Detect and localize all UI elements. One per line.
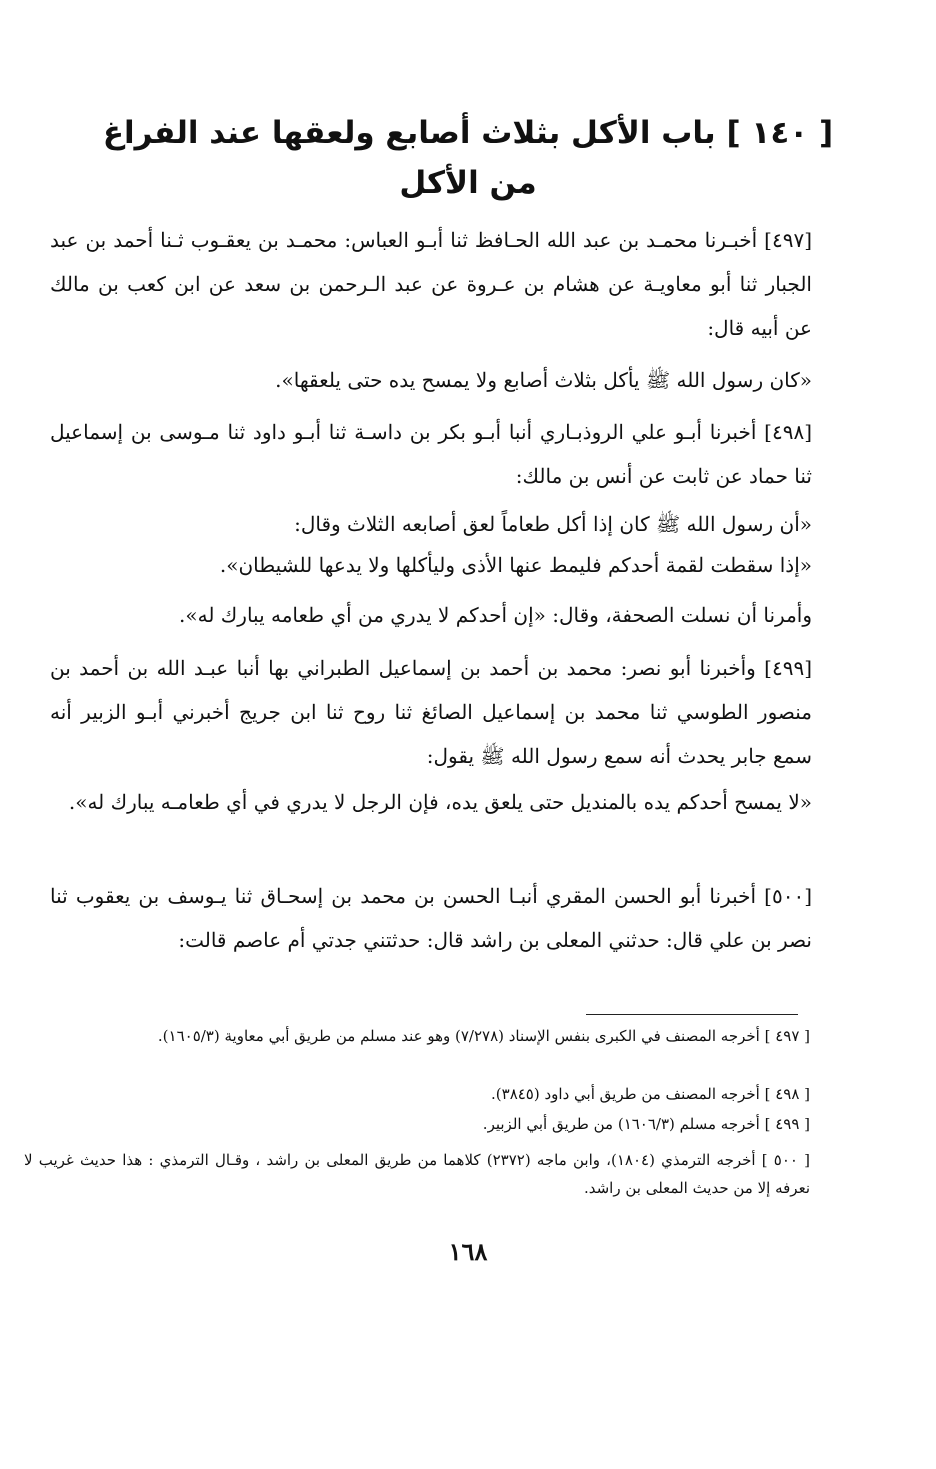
hadith-497-isnad: [٤٩٧] أخبـرنا محمـد بن عبد الله الحـافظ ثنا أبـو العباس: محمـد بن يعقـوب ثـنا أحمد بن عبد الجبار ثنا أبو معاويـة عن هشام بن عـروة عن عبد الـرحمن بن سعد عن ابن كعب بن مالك عن أبيه قال: [50,228,812,340]
chapter-title-continued: من الأكل [399,165,537,201]
footnote-497: [ ٤٩٧ ] أخرجه المصنف في الكبرى بنفس الإسناد (٧/٢٧٨) وهو عند مسلم من طريق أبي معاوية (١٦٠٥/٣). [157,1027,810,1045]
hadith-498-ending: وأمرنا أن نسلت الصحفة، وقال: «إن أحدكم لا يدري من أي طعامه يبارك له». [179,603,812,627]
chapter-title: [ ١٤٠ ] باب الأكل بثلاث أصابع ولعقها عند الفراغ [102,115,834,151]
hadith-499-isnad: [٤٩٩] وأخبرنا أبو نصر: محمد بن أحمد بن إسماعيل الطبراني بها أنبا عبـد الله بن أحمد بن منصور الطوسي ثنا محمد بن إسماعيل الصائغ ثنا روح ثنا ابن جريج أخبرني أبـو الزبير أنه سمع جابر يحدث أنه سمع رسول الله ﷺ يقول: [50,656,812,768]
footnote-500: [ ٥٠٠ ] أخرجه الترمذي (١٨٠٤)، وابن ماجه (٢٣٧٢) كلاهما من طريق المعلى بن راشد ، وقـال الترمذي : هذا حديث غريب لا نعرفه إلا من حديث المعلى بن راشد. [24,1151,811,1197]
footnote-499: [ ٤٩٩ ] أخرجه مسلم (١٦٠٦/٣) من طريق أبي الزبير. [482,1115,810,1133]
hadith-498-matn: «أن رسول الله ﷺ كان إذا أكل طعاماً لعق أصابعه الثلاث وقال: [294,512,812,536]
footnote-separator [586,1014,798,1015]
hadith-498-isnad: [٤٩٨] أخبرنا أبـو علي الروذبـاري أنبا أبـو بكر بن داسـة ثنا أبـو داود ثنا مـوسى بن إسماعيل ثنا حماد عن ثابت عن أنس بن مالك: [50,420,812,488]
hadith-498-matn-continued: «إذا سقطت لقمة أحدكم فليمط عنها الأذى وليأكلها ولا يدعها للشيطان». [219,553,812,577]
hadith-497-matn: «كان رسول الله ﷺ يأكل بثلاث أصابع ولا يمسح يده حتى يلعقها». [275,368,812,392]
hadith-500-isnad: [٥٠٠] أخبرنا أبو الحسن المقري أنبـا الحسن بن محمد بن إسحـاق ثنا يـوسف بن يعقوب ثنا نصر بن علي قال: حدثني المعلى بن راشد قال: حدثتني جدتي أم عاصم قالت: [50,884,812,952]
footnote-498: [ ٤٩٨ ] أخرجه المصنف من طريق أبي داود (٣٨٤٥). [491,1085,810,1103]
page-number: ١٦٨ [448,1237,488,1266]
hadith-499-matn: «لا يمسح أحدكم يده بالمنديل حتى يلعق يده، فإن الرجل لا يدري في أي طعامـه يبارك له». [68,790,812,814]
